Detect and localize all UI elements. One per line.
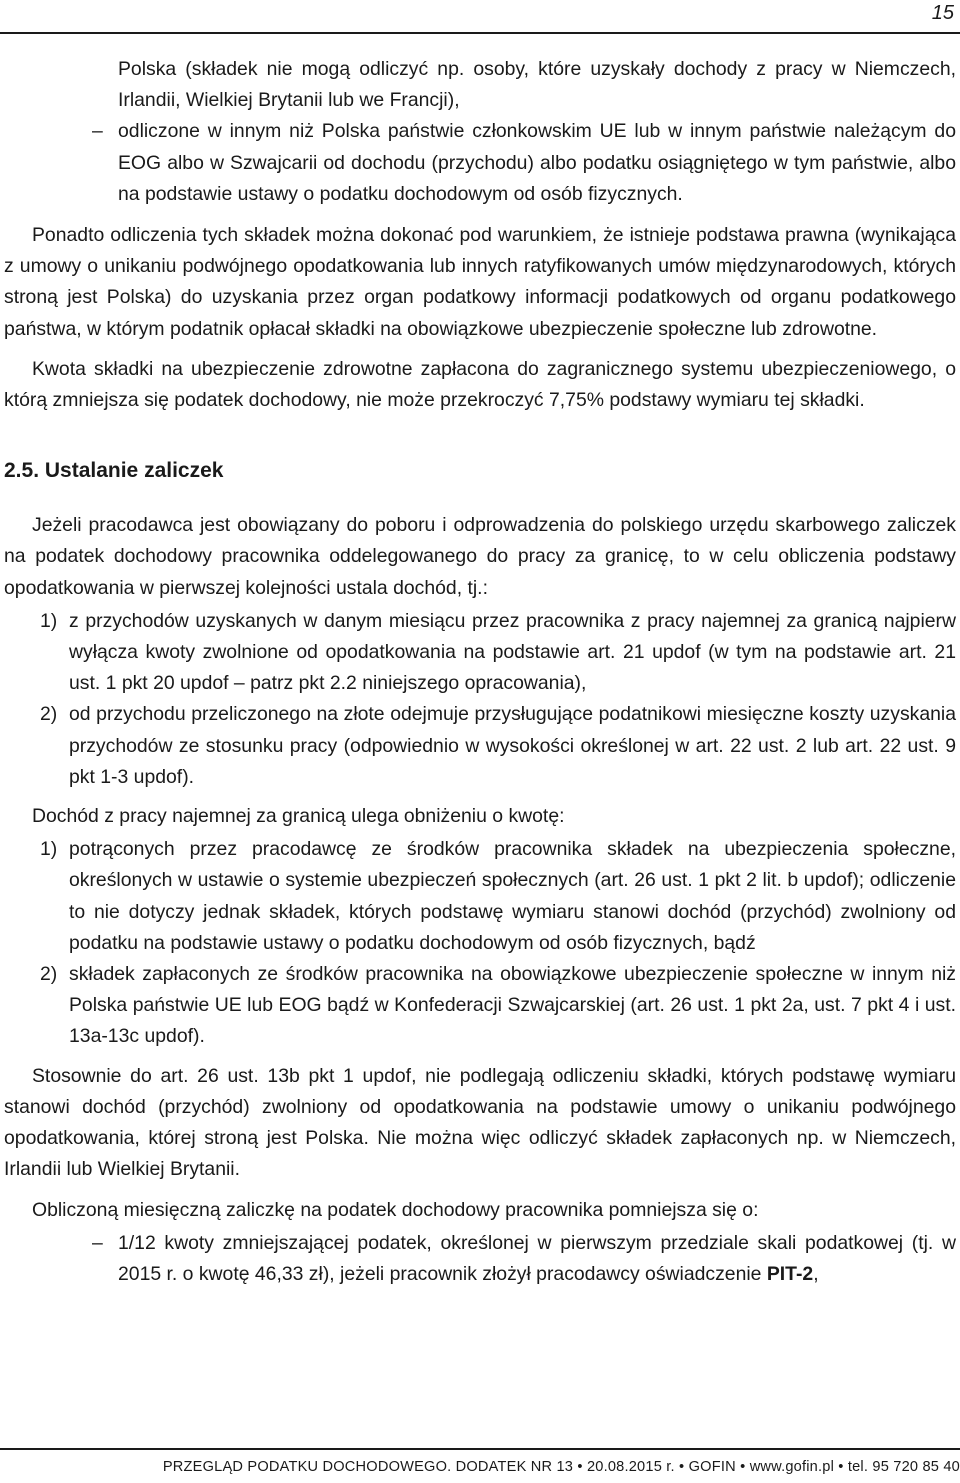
paragraph: Obliczoną miesięczną zaliczkę na podatek dochodowy pracownika pomniejsza się o: (32, 1198, 759, 1221)
dash-item (4, 1228, 956, 1290)
footer-separator: • (740, 1459, 746, 1475)
list-number: 2) (40, 963, 58, 986)
footer-publication: PRZEGLĄD PODATKU DOCHODOWEGO. DODATEK NR 13 (162, 1459, 574, 1475)
dash-item-end: , (813, 1262, 819, 1285)
footer-separator: • (577, 1459, 583, 1475)
list-item-text: składek zapłaconych ze środków pracownika na obowiązkowe ubezpieczenie społeczne w innym niż Polska państwie UE lub EOG bądź w Konfederacji Szwajcarskiej (art. 26 ust. 1 pkt 2a, ust. 7 pkt 4 i ust. 13a-13c updof). (69, 963, 956, 1048)
paragraph: Stosownie do art. 26 ust. 13b pkt 1 updof, nie podlegają odliczeniu składki, których podstawę wymiaru stanowi dochód (przychód) zwolniony od opodatkowania na podstawie umowy o unikaniu podwójnego opodatkowania, której stroną jest Polska. Nie można więc odliczyć składek zapłaconych np. w Niemczech, Irlandii lub Wielkiej Brytanii. (4, 1064, 956, 1181)
paragraph: Kwota składki na ubezpieczenie zdrowotne zapłacona do zagranicznego systemu ubezpieczeniowego, o którą zmniejsza się podatek dochodowy, nie może przekroczyć 7,75% podstawy wymiaru tej składki. (4, 357, 956, 412)
footer-separator: • (679, 1459, 685, 1475)
dash-item-continuation (4, 54, 956, 116)
dash-item (4, 116, 956, 210)
page-footer (0, 1459, 960, 1475)
numbered-list (4, 606, 956, 793)
dash-bullet: – (92, 1231, 103, 1254)
list-item (4, 834, 956, 959)
dash-item-text: 1/12 kwoty zmniejszającej podatek, określonej w pierwszym przedziale skali podatkowej (tj. w 2015 r. o kwotę 46,33 zł), jeżeli pracownik złożył pracodawcy oświadczenie (118, 1231, 956, 1285)
dash-bullet: – (92, 120, 103, 143)
list-item-text: z przychodów uzyskanych w danym miesiącu przez pracownika z pracy najemnej za granicą najpierw wyłącza kwoty zwolnione od opodatkowania na podstawie art. 21 updof (w tym na podstawie art. 21 ust. 1 pkt 20 updof – patrz pkt 2.2 niniejszego opracowania), (69, 609, 956, 695)
page-body (4, 54, 956, 1290)
footer-phone: tel. 95 720 85 40 (847, 1459, 960, 1475)
list-item-text: potrąconych przez pracodawcę ze środków pracownika składek na ubezpieczenia społeczne, określonych w ustawie o systemie ubezpieczeń społecznych (art. 26 ust. 1 pkt 2 lit. b updof); odliczenie to nie dotyczy jednak składek, których podstawę wymiaru stanowi dochód (przychód) zwolniony od podatku na podstawie ustawy o podatku dochodowym od osób fizycznych, bądź (69, 838, 956, 954)
paragraph: Ponadto odliczenia tych składek można dokonać pod warunkiem, że istnieje podstawa prawna (wynikająca z umowy o unikaniu podwójnego opodatkowania lub innych ratyfikowanych umów międzynarodowych, których stroną jest Polska) do uzyskania przez organ podatkowy informacji podatkowych od organu podatkowego państwa, w którym podatnik opłacał składki na obowiązkowe ubezpieczenie społeczne lub zdrowotne. (4, 224, 956, 340)
footer-publisher: GOFIN (688, 1459, 736, 1475)
footer-website: www.gofin.pl (749, 1459, 835, 1475)
numbered-list (4, 834, 956, 1052)
section-heading: 2.5. Ustalanie zaliczek (4, 459, 224, 483)
header-rule (0, 32, 960, 34)
list-number: 1) (40, 609, 58, 632)
form-name: PIT-2 (766, 1262, 814, 1285)
list-item-text: od przychodu przeliczonego na złote odejmuje przysługujące podatnikowi miesięczne koszty uzyskania przychodów ze stosunku pracy (odpowiednio w wysokości określonej w art. 22 ust. 2 lub art. 22 ust. 9 pkt 1-3 updof). (69, 703, 956, 788)
list-number: 2) (40, 703, 58, 726)
page-number: 15 (931, 2, 954, 24)
footer-rule (0, 1448, 960, 1450)
paragraph: Jeżeli pracodawca jest obowiązany do poboru i odprowadzenia do polskiego urzędu skarbowego zaliczek na podatek dochodowy pracownika oddelegowanego do pracy za granicę, to w celu obliczenia podstawy opodatkowania w pierwszej kolejności ustala dochód, tj.: (4, 514, 956, 599)
dash-item-text: odliczone w innym niż Polska państwie członkowskim UE lub w innym państwie należącym do EOG albo w Szwajcarii od dochodu (przychodu) albo podatku osiągniętego w tym państwie, albo na podstawie ustawy o podatku dochodowym od osób fizycznych. (118, 120, 956, 205)
paragraph: Dochód z pracy najemnej za granicą ulega obniżeniu o kwotę: (32, 805, 565, 828)
list-number: 1) (40, 838, 58, 861)
dash-item-text: Polska (składek nie mogą odliczyć np. osoby, które uzyskały dochody z pracy w Niemczech, Irlandii, Wielkiej Brytanii lub we Francji), (118, 58, 956, 112)
footer-date: 20.08.2015 r. (586, 1459, 675, 1475)
list-item (4, 959, 956, 1053)
list-item (4, 606, 956, 700)
footer-separator: • (838, 1459, 844, 1475)
list-item (4, 699, 956, 793)
